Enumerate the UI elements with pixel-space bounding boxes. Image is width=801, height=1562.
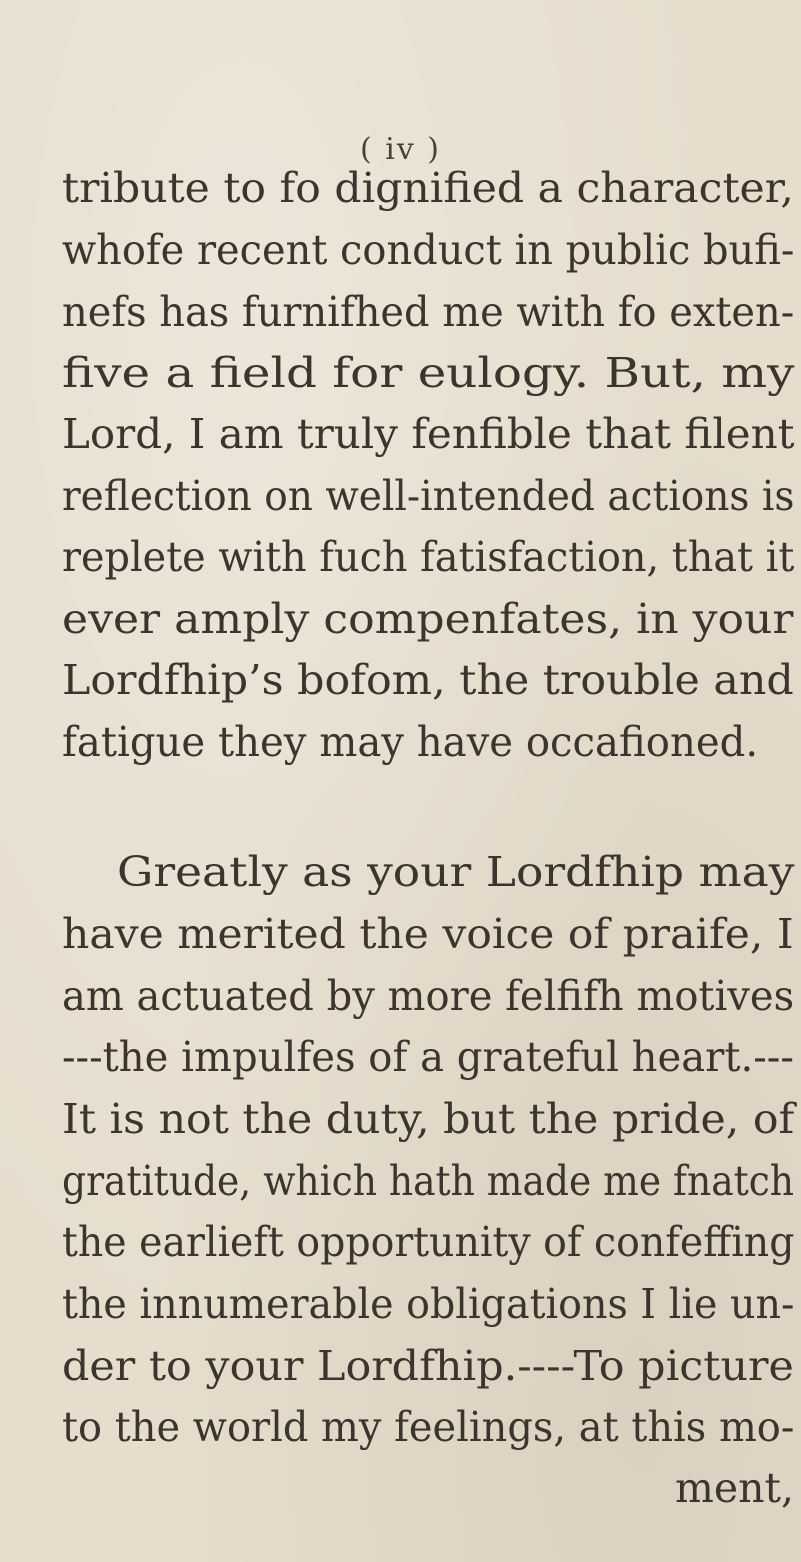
text-line: It is not the duty, but the pride, of [62, 1095, 795, 1143]
text-line: to the world my feelings, at this mo- [62, 1403, 795, 1451]
text-line: ever amply compenfates, in your [62, 595, 794, 643]
text-line: nefs has furnifhed me with fo exten- [62, 288, 795, 336]
text-line: Lordfhip’s bofom, the trouble and [62, 656, 794, 704]
text-line: whofe recent conduct in public bufi- [62, 226, 795, 274]
text-line: Greatly as your Lordfhip may [117, 848, 795, 896]
text-line: tribute to fo dignified a character, [62, 164, 794, 212]
text-line: am actuated by more felfifh motives [62, 972, 795, 1020]
text-line: Lord, I am truly fenfible that filent [62, 410, 795, 458]
text-line: the earlieft opportunity of confeffing [62, 1218, 795, 1266]
text-line: fatigue they may have occafioned. [62, 718, 759, 766]
text-line: replete with fuch fatisfaction, that it [62, 533, 795, 581]
text-line: the innumerable obligations I lie un- [62, 1280, 795, 1328]
text-line: reflection on well-intended actions is [62, 472, 795, 520]
text-line: have merited the voice of praife, I [62, 910, 794, 958]
page-number-header: ( iv ) [359, 132, 442, 167]
text-line: five a field for eulogy. But, my [62, 349, 795, 397]
text-line: ---the impulfes of a grateful heart.--- [62, 1033, 794, 1081]
text-line: der to your Lordfhip.----To picture [62, 1342, 794, 1390]
catchword: ment, [674, 1464, 794, 1512]
text-line: gratitude, which hath made me fnatch [62, 1157, 795, 1205]
